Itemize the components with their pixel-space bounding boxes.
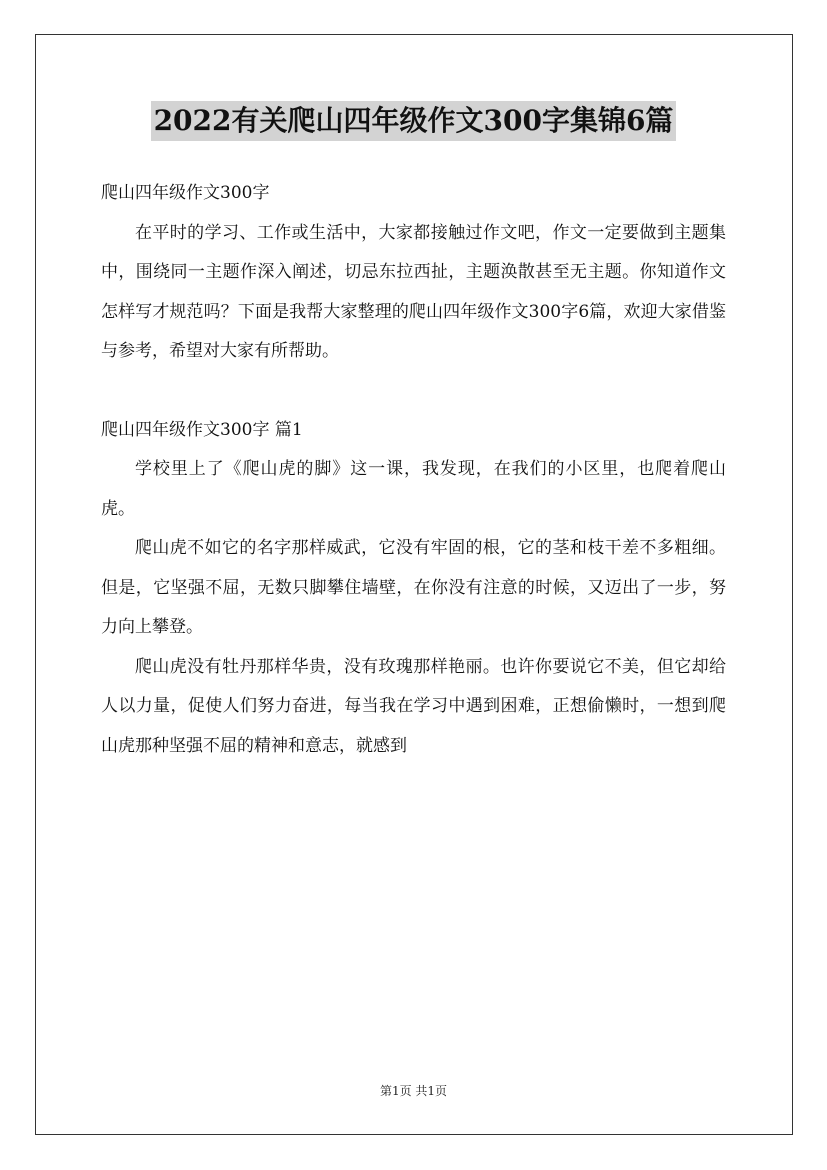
document-body	[101, 174, 726, 766]
section-heading: 爬山四年级作文300字 篇1	[101, 419, 303, 440]
section-paragraph-2: 爬山虎不如它的名字那样威武，它没有牢固的根，它的茎和枝干差不多粗细。但是，它坚强不屈，无数只脚攀住墙壁，在你没有注意的时候，又迈出了一步，努力向上攀登。	[101, 538, 726, 637]
intro-paragraph: 在平时的学习、工作或生活中，大家都接触过作文吧，作文一定要做到主题集中，围绕同一主题作深入阐述，切忌东拉西扯，主题涣散甚至无主题。你知道作文怎样写才规范吗？下面是我帮大家整理的爬山四年级作文300字6篇，欢迎大家借鉴与参考，希望对大家有所帮助。	[101, 222, 726, 361]
section-paragraph-1: 学校里上了《爬山虎的脚》这一课，我发现，在我们的小区里，也爬着爬山虎。	[101, 459, 726, 519]
section-spacer	[101, 372, 726, 411]
intro-heading: 爬山四年级作文300字	[101, 183, 270, 203]
section-paragraph-3: 爬山虎没有牡丹那样华贵，没有玫瑰那样艳丽。也许你要说它不美，但它却给人以力量，促使人们努力奋进，每当我在学习中遇到困难，正想偷懒时，一想到爬山虎那种坚强不屈的精神和意志，就感到	[101, 656, 726, 756]
document-title-text: 2022有关爬山四年级作文300字集锦6篇	[151, 101, 677, 141]
document-title	[0, 100, 827, 141]
page-footer: 第1页 共1页	[379, 1084, 448, 1098]
